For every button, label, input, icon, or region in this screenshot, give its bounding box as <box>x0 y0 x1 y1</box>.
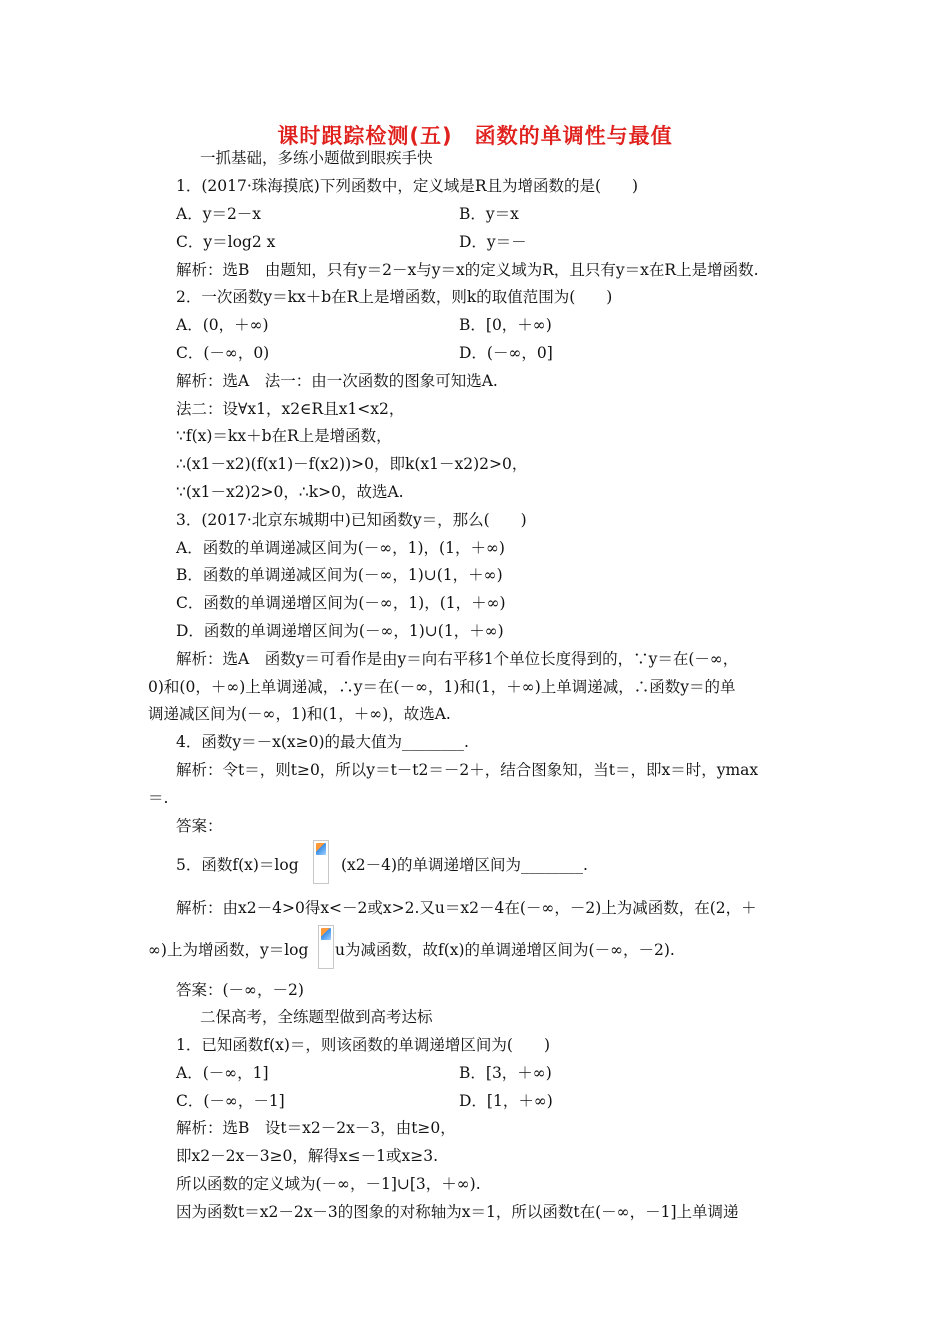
section-heading-exam: 二保高考，全练题型做到高考达标 <box>200 1008 433 1026</box>
q4-analysis-line-1: 解析：令t＝，则t≥0，所以y＝t－t2＝－2＋，结合图象知，当t＝，即x＝时，ymax <box>176 761 759 779</box>
p1-analysis-line-3: 所以函数的定义域为(－∞，－1]∪[3，＋∞). <box>176 1175 481 1193</box>
p1-analysis-line-2: 即x2－2x－3≥0，解得x≤－1或x≥3. <box>176 1147 439 1165</box>
q3-option-c: C．函数的单调递增区间为(－∞，1)，(1，＋∞) <box>176 594 506 612</box>
p1-option-c: C．(－∞，－1] <box>176 1092 285 1110</box>
log-base-image-icon <box>318 925 334 969</box>
q2-step-2: ∴(x1－x2)(f(x1)－f(x2))>0，即k(x1－x2)2>0， <box>176 455 528 473</box>
q1-option-a: A．y＝2－x <box>176 205 262 223</box>
q3-analysis-line-1: 解析：选A 函数y＝可看作是由y＝向右平移1个单位长度得到的，∵y＝在(－∞， <box>176 650 739 668</box>
q2-stem: 2．一次函数y＝kx＋b在R上是增函数，则k的取值范围为( ) <box>176 288 613 306</box>
q5-analysis-line-2-suffix: u为减函数，故f(x)的单调递增区间为(－∞，－2). <box>335 941 675 959</box>
q4-analysis-line-2: ＝. <box>148 789 169 807</box>
q1-option-c: C．y＝log2 x <box>176 233 276 251</box>
q1-analysis: 解析：选B 由题知，只有y＝2－x与y＝x的定义域为R，且只有y＝x在R上是增函数. <box>176 261 759 279</box>
q3-analysis-line-3: 调递减区间为(－∞，1)和(1，＋∞)，故选A. <box>148 705 451 723</box>
q5-analysis-line-1: 解析：由x2－4>0得x<－2或x>2.又u＝x2－4在(－∞，－2)上为减函数，在(2，＋ <box>176 899 757 917</box>
q1-stem: 1．(2017·珠海摸底)下列函数中，定义域是R且为增函数的是( ) <box>176 177 639 195</box>
q5-stem-prefix: 5．函数f(x)＝log <box>176 856 299 874</box>
q3-option-b: B．函数的单调递减区间为(－∞，1)∪(1，＋∞) <box>176 566 503 584</box>
q2-analysis: 解析：选A 法一：由一次函数的图象可知选A. <box>176 372 498 390</box>
p1-analysis-line-4: 因为函数t＝x2－2x－3的图象的对称轴为x＝1，所以函数t在(－∞，－1]上单调递 <box>176 1203 739 1221</box>
q2-step-3: ∵(x1－x2)2>0，∴k>0，故选A. <box>176 483 404 501</box>
q1-option-d: D．y＝－ <box>459 233 527 251</box>
q4-answer-label: 答案： <box>176 817 223 835</box>
q4-stem: 4．函数y＝－x(x≥0)的最大值为________. <box>176 733 469 751</box>
q2-step-1: ∵f(x)＝kx＋b在R上是增函数， <box>176 427 392 445</box>
q3-option-d: D．函数的单调递增区间为(－∞，1)∪(1，＋∞) <box>176 622 504 640</box>
page-title: 课时跟踪检测(五) 函数的单调性与最值 <box>277 124 673 148</box>
q5-answer: 答案：(－∞，－2) <box>176 981 304 999</box>
p1-option-a: A．(－∞，1] <box>176 1064 269 1082</box>
section-heading-basic: 一抓基础，多练小题做到眼疾手快 <box>200 149 433 167</box>
q1-option-b: B．y＝x <box>459 205 519 223</box>
q2-option-c: C．(－∞，0) <box>176 344 270 362</box>
q3-stem: 3．(2017·北京东城期中)已知函数y＝，那么( ) <box>176 511 527 529</box>
q3-analysis-line-2: 0)和(0，＋∞)上单调递减，∴y＝在(－∞，1)和(1，＋∞)上单调递减，∴函数y＝的单 <box>148 678 736 696</box>
q2-method-two: 法二：设∀x1，x2∈R且x1<x2， <box>176 400 405 418</box>
p1-option-d: D．[1，＋∞) <box>459 1092 553 1110</box>
q5-stem-suffix: (x2－4)的单调递增区间为________. <box>341 856 588 874</box>
p1-option-b: B．[3，＋∞) <box>459 1064 552 1082</box>
q2-option-a: A．(0，＋∞) <box>176 316 269 334</box>
p1-stem: 1．已知函数f(x)＝，则该函数的单调递增区间为( ) <box>176 1036 551 1054</box>
p1-analysis-line-1: 解析：选B 设t＝x2－2x－3，由t≥0， <box>176 1119 456 1137</box>
q2-option-d: D．(－∞，0] <box>459 344 553 362</box>
q3-option-a: A．函数的单调递减区间为(－∞，1)，(1，＋∞) <box>176 539 505 557</box>
q2-option-b: B．[0，＋∞) <box>459 316 552 334</box>
log-base-image-icon <box>313 840 329 884</box>
q5-analysis-line-2-prefix: ∞)上为增函数，y＝log <box>148 941 309 959</box>
